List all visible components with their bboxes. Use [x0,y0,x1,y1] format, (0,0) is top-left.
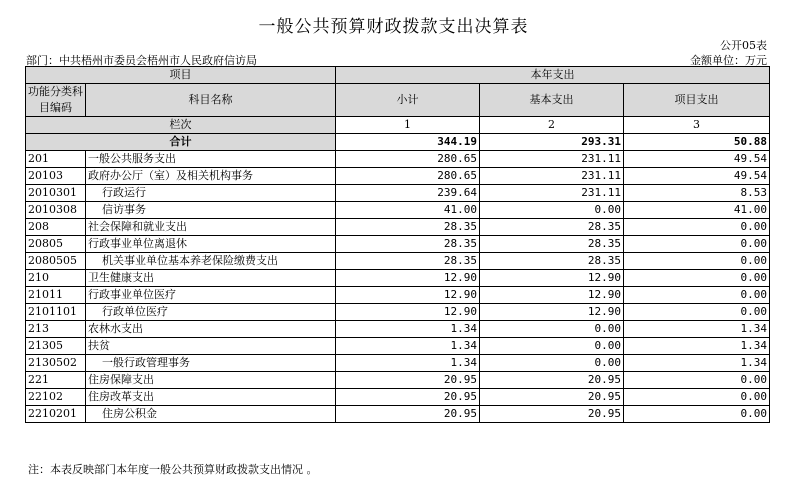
table-row [26,372,770,389]
row-code: 21305 [26,338,86,355]
row-code: 2080505 [26,253,86,270]
row-code: 221 [26,372,86,389]
row-project: 49.54 [624,168,770,185]
row-code: 21011 [26,287,86,304]
table-row [26,236,770,253]
row-basic: 12.90 [480,270,624,287]
table-row [26,338,770,355]
column-number-row [26,117,770,134]
column-number-1: 1 [336,117,480,134]
table-row [26,389,770,406]
row-basic: 0.00 [480,321,624,338]
row-code: 213 [26,321,86,338]
row-basic: 0.00 [480,355,624,372]
table-row [26,270,770,287]
amount-unit-label: 金额单位：万元 [690,54,767,67]
row-project: 0.00 [624,270,770,287]
column-number-2: 2 [480,117,624,134]
row-name: 政府办公厅（室）及相关机构事务 [86,168,336,185]
row-name: 行政单位医疗 [86,304,336,321]
table-row [26,253,770,270]
row-project: 0.00 [624,372,770,389]
row-code: 20103 [26,168,86,185]
table-row [26,321,770,338]
row-basic: 0.00 [480,338,624,355]
total-row [26,134,770,151]
row-project: 0.00 [624,389,770,406]
page-title: 一般公共预算财政拨款支出决算表 [258,17,529,37]
row-project: 49.54 [624,151,770,168]
row-subtotal: 1.34 [336,321,480,338]
department-label: 部门：中共梧州市委员会梧州市人民政府信访局 [26,54,257,67]
column-number-label: 栏次 [26,117,336,134]
row-project: 1.34 [624,338,770,355]
row-name: 信访事务 [86,202,336,219]
subtotal-header: 小计 [336,84,480,117]
total-subtotal: 344.19 [336,134,480,151]
row-subtotal: 20.95 [336,372,480,389]
row-project: 1.34 [624,321,770,338]
row-code: 2130502 [26,355,86,372]
row-name: 社会保障和就业支出 [86,219,336,236]
row-subtotal: 28.35 [336,236,480,253]
func-code-header: 功能分类科目编码 [26,84,86,117]
header-row-1 [26,67,770,84]
row-basic: 231.11 [480,185,624,202]
row-basic: 231.11 [480,151,624,168]
row-basic: 28.35 [480,219,624,236]
row-basic: 20.95 [480,372,624,389]
basic-header: 基本支出 [480,84,624,117]
total-basic: 293.31 [480,134,624,151]
row-name: 农林水支出 [86,321,336,338]
row-basic: 28.35 [480,236,624,253]
subject-name-header: 科目名称 [86,84,336,117]
row-basic: 20.95 [480,389,624,406]
expenditure-table [25,66,770,423]
footnote: 注：本表反映部门本年度一般公共预算财政拨款支出情况 。 [28,463,318,476]
row-subtotal: 20.95 [336,389,480,406]
row-subtotal: 12.90 [336,270,480,287]
table-row [26,406,770,423]
row-basic: 20.95 [480,406,624,423]
table-row [26,168,770,185]
total-project: 50.88 [624,134,770,151]
row-code: 2210201 [26,406,86,423]
column-number-3: 3 [624,117,770,134]
row-name: 行政运行 [86,185,336,202]
total-label: 合计 [26,134,336,151]
row-code: 22102 [26,389,86,406]
row-code: 210 [26,270,86,287]
row-name: 行政事业单位医疗 [86,287,336,304]
form-code: 公开05表 [720,39,767,52]
table-row [26,287,770,304]
table-row [26,202,770,219]
row-project: 8.53 [624,185,770,202]
row-project: 0.00 [624,236,770,253]
row-subtotal: 12.90 [336,287,480,304]
row-name: 卫生健康支出 [86,270,336,287]
row-subtotal: 12.90 [336,304,480,321]
row-project: 1.34 [624,355,770,372]
row-basic: 231.11 [480,168,624,185]
row-name: 行政事业单位离退休 [86,236,336,253]
row-basic: 12.90 [480,287,624,304]
row-code: 2010308 [26,202,86,219]
header-row-2 [26,84,770,117]
row-name: 住房公积金 [86,406,336,423]
row-subtotal: 28.35 [336,219,480,236]
row-name: 扶贫 [86,338,336,355]
row-project: 0.00 [624,287,770,304]
row-subtotal: 28.35 [336,253,480,270]
current-year-header: 本年支出 [336,67,770,84]
item-header: 项目 [26,67,336,84]
row-subtotal: 1.34 [336,338,480,355]
row-basic: 0.00 [480,202,624,219]
row-code: 2010301 [26,185,86,202]
row-subtotal: 280.65 [336,151,480,168]
table-row [26,304,770,321]
project-header: 项目支出 [624,84,770,117]
row-subtotal: 280.65 [336,168,480,185]
table-row [26,151,770,168]
row-name: 住房改革支出 [86,389,336,406]
row-name: 一般公共服务支出 [86,151,336,168]
row-project: 41.00 [624,202,770,219]
row-subtotal: 239.64 [336,185,480,202]
table-row [26,355,770,372]
table-row [26,219,770,236]
row-basic: 12.90 [480,304,624,321]
row-name: 一般行政管理事务 [86,355,336,372]
row-code: 2101101 [26,304,86,321]
row-basic: 28.35 [480,253,624,270]
table-row [26,185,770,202]
row-project: 0.00 [624,406,770,423]
row-project: 0.00 [624,253,770,270]
row-project: 0.00 [624,219,770,236]
row-name: 机关事业单位基本养老保险缴费支出 [86,253,336,270]
row-code: 208 [26,219,86,236]
row-project: 0.00 [624,304,770,321]
row-name: 住房保障支出 [86,372,336,389]
row-subtotal: 1.34 [336,355,480,372]
row-code: 201 [26,151,86,168]
row-code: 20805 [26,236,86,253]
row-subtotal: 20.95 [336,406,480,423]
row-subtotal: 41.00 [336,202,480,219]
